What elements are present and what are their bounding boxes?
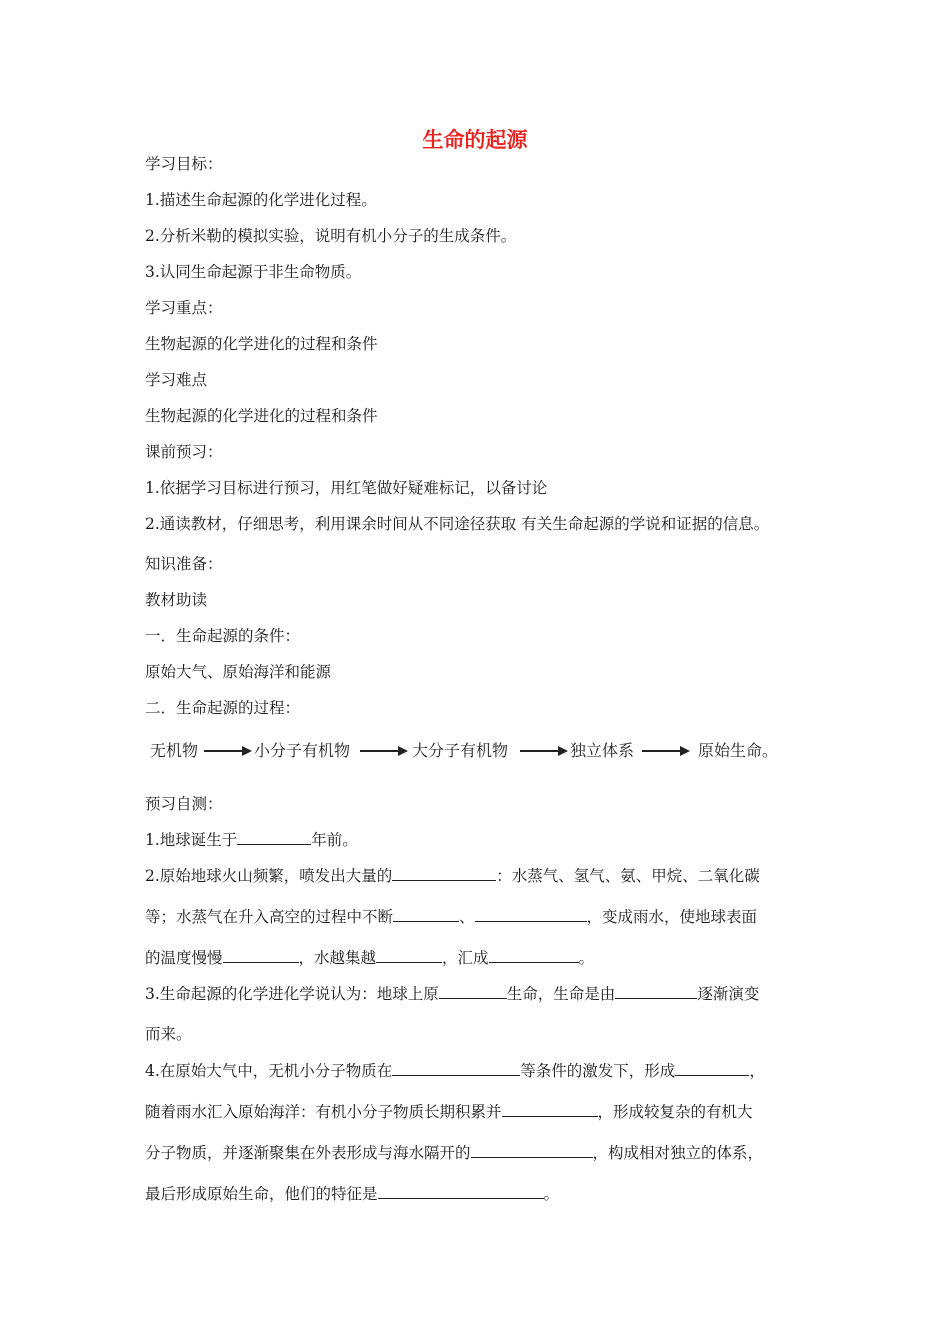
key-heading: 学习重点： [145,299,223,317]
answer-blank[interactable] [392,865,496,881]
question-1 [145,828,358,850]
question-2-line-2 [145,905,757,927]
q4-text: 随着雨水汇入原始海洋：有机小分子物质长期积累并 [145,1103,502,1121]
textbook-heading: 教材助读 [145,591,208,609]
goals-heading: 学习目标： [145,155,223,173]
answer-blank[interactable] [471,1142,593,1158]
q4-text: 最后形成原始生命，他们的特征是 [145,1185,378,1203]
answer-blank[interactable] [489,947,579,963]
q2-text: ，变成雨水，使地球表面 [586,908,758,926]
question-4-line-2 [145,1100,753,1122]
preview-item-2: 2.通读教材，仔细思考，利用课余时间从不同途径获取 有关生命起源的学说和证据的信息。 [145,515,770,533]
q4-text: 等条件的激发下，形成 [520,1062,676,1080]
key-text: 生物起源的化学进化的过程和条件 [145,335,378,353]
answer-blank[interactable] [615,983,697,999]
q2-text: 2.原始地球火山频繁，喷发出大量的 [145,867,393,885]
difficult-heading: 学习难点 [145,371,208,389]
preview-item-1: 1.依据学习目标进行预习，用红笔做好疑难标记，以备讨论 [145,479,548,497]
flow-arrow-icon [520,744,568,758]
preview-heading: 课前预习： [145,443,223,461]
question-2-line-3 [145,946,594,968]
goal-item-1: 1.描述生命起源的化学进化过程。 [145,191,377,209]
section1-text: 原始大气、原始海洋和能源 [145,663,332,681]
flow-step-small-organic: 小分子有机物 [254,741,351,760]
answer-blank[interactable] [475,906,587,922]
answer-blank[interactable] [675,1060,749,1076]
page-title: 生命的起源 [422,128,528,152]
q2-text: ，汇成 [442,949,489,967]
q4-text: ， [749,1062,765,1080]
answer-blank[interactable] [392,1060,520,1076]
q4-text: 分子物质，并逐渐聚集在外表形成与海水隔开的 [145,1144,471,1162]
flow-arrow-icon [360,744,408,758]
flow-arrow-icon [642,744,690,758]
answer-blank[interactable] [237,829,311,845]
answer-blank[interactable] [502,1101,598,1117]
q2-text: 等；水蒸气在升入高空的过程中不断 [145,908,394,926]
flow-step-large-organic: 大分子有机物 [412,741,509,760]
question-4-line-3 [145,1141,763,1163]
q4-text: ，构成相对独立的体系， [592,1144,764,1162]
answer-blank[interactable] [393,906,459,922]
q4-text: 。 [543,1185,560,1203]
question-4-line-4 [145,1182,559,1204]
q4-text: 4.在原始大气中，无机小分子物质在 [145,1062,393,1080]
answer-blank[interactable] [376,947,442,963]
q2-text: 、 [459,908,475,926]
q3-text: 3.生命起源的化学进化学说认为：地球上原 [145,985,439,1003]
answer-blank[interactable] [223,947,299,963]
q1-text-b: 年前。 [311,831,358,849]
answer-blank[interactable] [439,983,507,999]
flow-step-primitive-life: 原始生命。 [698,741,779,760]
self-test-heading: 预习自测： [145,795,223,813]
q1-text-a: 1.地球诞生于 [145,831,238,849]
difficult-text: 生物起源的化学进化的过程和条件 [145,407,378,425]
flow-step-independent-system: 独立体系 [570,741,635,760]
flow-arrow-icon [204,744,252,758]
section1-heading: 一．生命起源的条件： [145,627,301,645]
question-3-line-2: 而来。 [145,1025,192,1043]
q3-text: 逐渐演变 [697,985,760,1003]
question-4-line-1 [145,1059,765,1081]
q2-text: 的温度慢慢 [145,949,223,967]
section2-heading: 二．生命起源的过程： [145,699,301,717]
goal-item-2: 2.分析米勒的模拟实验，说明有机小分子的生成条件。 [145,227,517,245]
q4-text: ，形成较复杂的有机大 [597,1103,753,1121]
q2-text: ，水越集越 [298,949,377,967]
question-3-line-1 [145,982,759,1004]
question-2-line-1 [145,864,760,886]
knowledge-heading: 知识准备： [145,555,223,573]
goal-item-3: 3.认同生命起源于非生命物质。 [145,263,362,281]
answer-blank[interactable] [378,1183,544,1199]
q2-text: 。 [578,949,595,967]
q2-text: ：水蒸气、氢气、氨、甲烷、二氧化碳 [496,867,760,885]
q3-text: 生命，生命是由 [506,985,616,1003]
flow-step-inorganic: 无机物 [150,741,199,760]
